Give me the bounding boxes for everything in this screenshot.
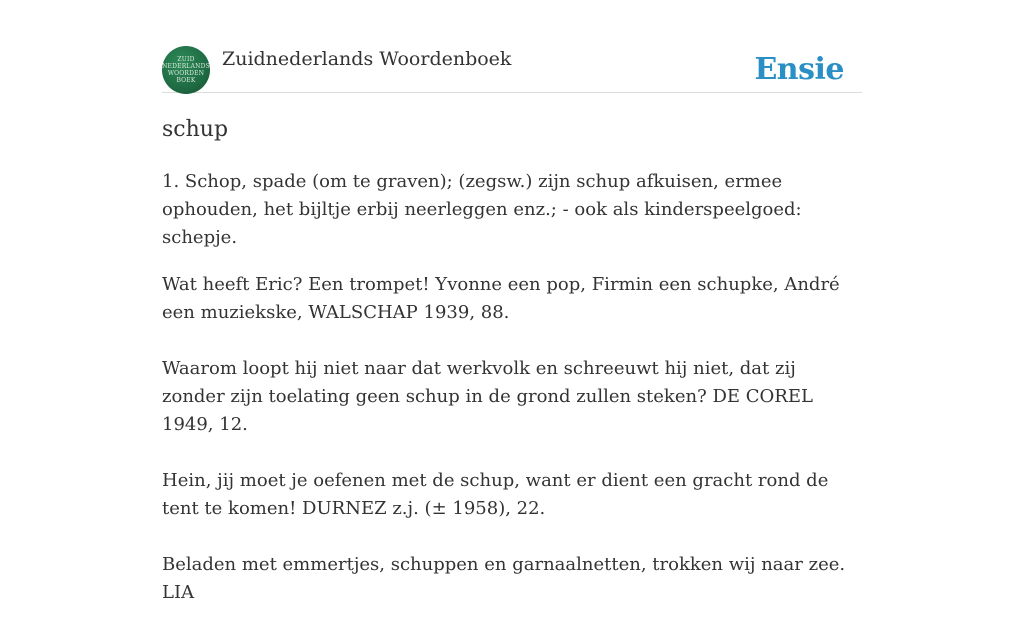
citation-quote: Hein, jij moet je oefenen met de schup, want er dient een gracht rond de tent te komen! DURNEZ z.j. (± 1958), 22. (162, 470, 829, 519)
logo-text-line: ZUID (177, 56, 195, 63)
logo-text-line: BOEK (176, 77, 196, 84)
entry-content (162, 168, 862, 635)
entry-headword: schup (162, 117, 229, 142)
logo-text-line: WOORDEN (167, 70, 205, 77)
citation-quote: Wat heeft Eric? Een trompet! Yvonne een pop, Firmin een schupke, André een muziekske, WALSCHAP 1939, 88. (162, 274, 840, 323)
logo-text-line: NEDERLANDS (162, 63, 210, 70)
site-name[interactable]: Zuidnederlands Woordenboek (222, 48, 512, 70)
ensie-brand-logo[interactable]: Ensie (754, 52, 844, 87)
citation-quote: Waarom loopt hij niet naar dat werkvolk en schreeuwt hij niet, dat zij zonder zijn toelating geen schup in de grond zullen steken? DE COREL 1949, 12. (162, 358, 813, 435)
citation-quote: Beladen met emmertjes, schuppen en garnaalnetten, trokken wij naar zee. LIA (162, 554, 846, 603)
site-logo[interactable] (162, 46, 210, 94)
entry-definition: 1. Schop, spade (om te graven); (zegsw.) zijn schup afkuisen, ermee ophouden, het bijltje erbij neerleggen enz.; - ook als kinderspeelgoed: schepje. (162, 171, 802, 248)
site-header (162, 44, 862, 93)
